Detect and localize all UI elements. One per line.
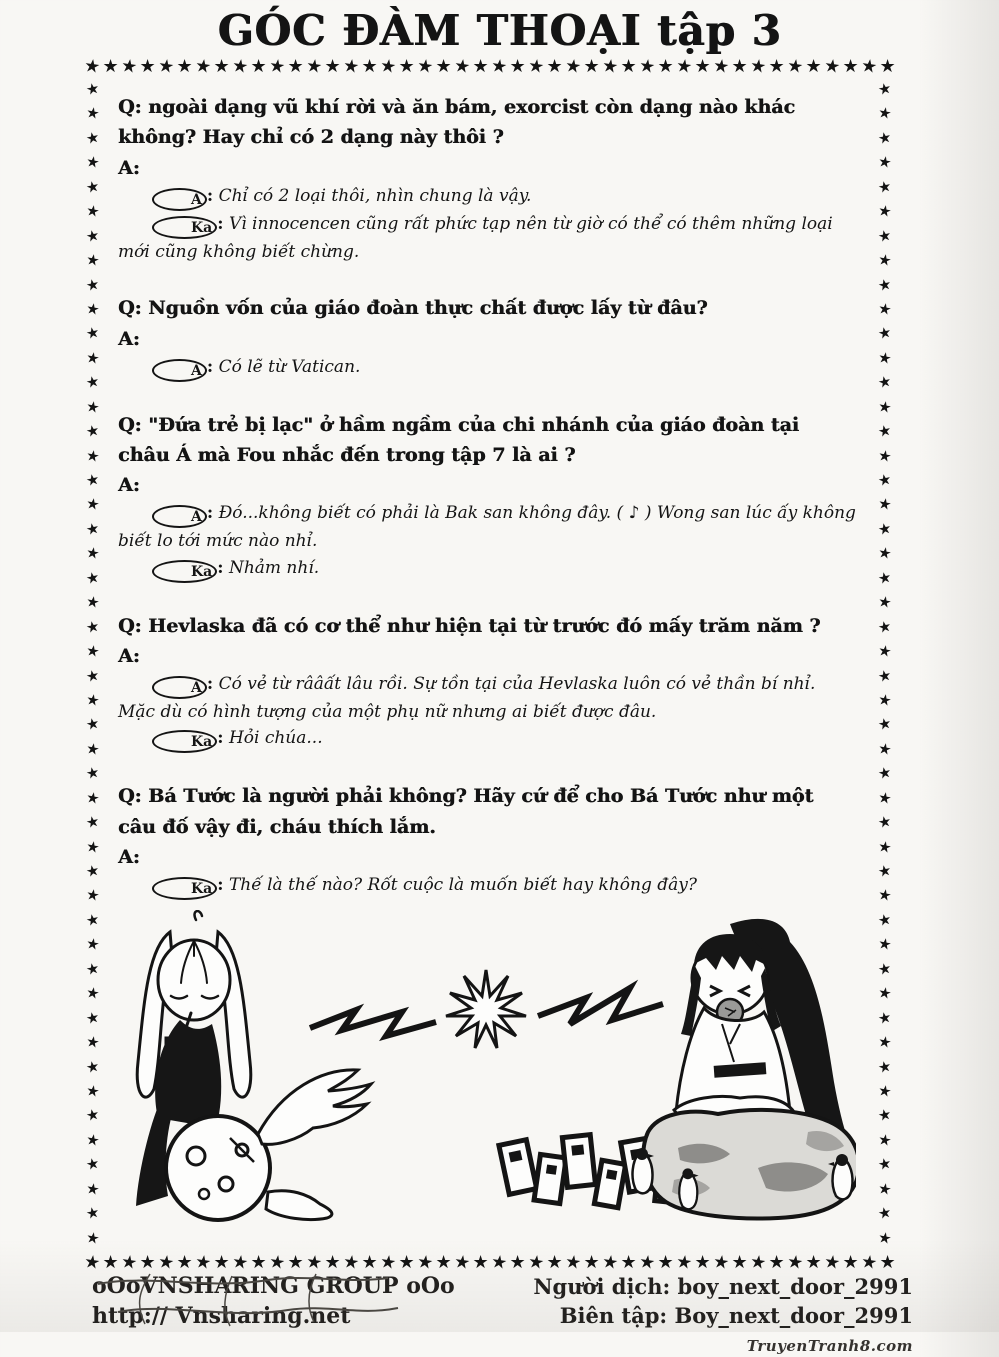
answer-text: Thế là thế nào? Rốt cuộc là muốn biết hay không đây? bbox=[228, 875, 697, 896]
answer-text: Vì innocencen cũng rất phức tạp nên từ giờ có thể có thêm những loại mới cũng không biết chừng. bbox=[118, 213, 833, 262]
star-border-bottom: ★ ★ ★ ★ ★ ★ ★ ★ ★ ★ ★ ★ ★ ★ ★ ★ ★ ★ ★ ★ ★ ★ ★ ★ ★ ★ ★ ★ ★ ★ ★ ★ ★ ★ ★ ★ ★ ★ ★ ★ ★ ★ ★ ★ bbox=[82, 1250, 896, 1275]
answer-label: A: bbox=[118, 327, 140, 350]
qa-content bbox=[118, 92, 856, 1240]
answer-label: A: bbox=[118, 156, 140, 179]
answer-label: A: bbox=[118, 846, 140, 869]
speaker-badge: Ka bbox=[152, 216, 217, 239]
qa-block-1 bbox=[118, 92, 856, 265]
question-text: Q: Hevlaska đã có cơ thể như hiện tại từ trước đó mấy trăm năm ? bbox=[118, 614, 821, 637]
answer-row bbox=[118, 872, 856, 900]
speaker-badge: Ka bbox=[152, 877, 217, 900]
answer-label: A: bbox=[118, 474, 140, 497]
lightning-bolt-right bbox=[538, 988, 663, 1024]
qa-block-2 bbox=[118, 293, 856, 381]
star-border-left: ★ ★ ★ ★ ★ ★ ★ ★ ★ ★ ★ ★ ★ ★ ★ ★ ★ ★ ★ ★ ★ ★ ★ ★ ★ ★ ★ ★ ★ ★ ★ ★ ★ ★ ★ ★ ★ ★ ★ ★ ★ ★ ★ ★ ★ ★ ★ ★ bbox=[84, 78, 102, 1248]
answer-text: Nhảm nhí. bbox=[228, 557, 320, 578]
lightning-bolt-left bbox=[310, 1010, 436, 1036]
footer-watermark: TruyenTranh8.com bbox=[746, 1336, 913, 1355]
answer-row bbox=[118, 211, 856, 265]
colon: : bbox=[217, 875, 224, 896]
answer-label: A: bbox=[118, 645, 140, 668]
chibi-illustration bbox=[118, 910, 856, 1240]
speaker-badge: A bbox=[152, 359, 207, 382]
answer-text: Có lẽ từ Vatican. bbox=[218, 356, 361, 377]
lightning-starburst bbox=[310, 970, 663, 1048]
footer-credits-right bbox=[533, 1272, 913, 1357]
colon: : bbox=[206, 503, 214, 524]
qa-block-4 bbox=[118, 611, 856, 754]
colon: : bbox=[217, 557, 224, 578]
footer-group-name: oOoVNSHARING GROUP oOo bbox=[92, 1273, 455, 1299]
colon: : bbox=[206, 185, 214, 206]
star-border-top: ★ ★ ★ ★ ★ ★ ★ ★ ★ ★ ★ ★ ★ ★ ★ ★ ★ ★ ★ ★ ★ ★ ★ ★ ★ ★ ★ ★ ★ ★ ★ ★ ★ ★ ★ ★ ★ ★ ★ ★ ★ ★ ★ ★ bbox=[82, 54, 896, 79]
answer-text: Đó...không biết có phải là Bak san không đây. ( ♪ ) Wong san lúc ấy không biết lo tới mức nào nhỉ. bbox=[118, 503, 856, 552]
speaker-badge: Ka bbox=[152, 730, 217, 753]
star-border-right: ★ ★ ★ ★ ★ ★ ★ ★ ★ ★ ★ ★ ★ ★ ★ ★ ★ ★ ★ ★ ★ ★ ★ ★ ★ ★ ★ ★ ★ ★ ★ ★ ★ ★ ★ ★ ★ ★ ★ ★ ★ ★ ★ ★ ★ ★ ★ ★ bbox=[876, 78, 894, 1248]
colon: : bbox=[206, 356, 214, 377]
footer-credits-left bbox=[92, 1272, 455, 1331]
qa-block-3 bbox=[118, 410, 856, 583]
left-character bbox=[137, 911, 251, 1128]
answer-text: Hỏi chúa... bbox=[228, 728, 323, 749]
colon: : bbox=[206, 674, 214, 695]
speaker-badge: A bbox=[152, 505, 207, 528]
answer-row bbox=[118, 555, 856, 583]
speaker-badge: A bbox=[152, 188, 207, 211]
qa-block-5 bbox=[118, 781, 856, 900]
footer-editor: Biên tập: Boy_next_door_2991 bbox=[559, 1303, 913, 1329]
answer-row bbox=[118, 500, 856, 554]
speaker-badge: Ka bbox=[152, 560, 217, 583]
page-title: GÓC ĐÀM THOẠI tập 3 bbox=[217, 6, 782, 55]
footer bbox=[92, 1272, 913, 1357]
cushion bbox=[643, 1110, 856, 1219]
footer-url: http:// Vnsharing.net bbox=[92, 1302, 351, 1329]
question-text: Q: Nguồn vốn của giáo đoàn thực chất được lấy từ đâu? bbox=[118, 297, 708, 320]
question-text: Q: ngoài dạng vũ khí rời và ăn bám, exorcist còn dạng nào khác không? Hay chỉ có 2 dạng này thôi ? bbox=[118, 96, 796, 149]
colon: : bbox=[217, 728, 224, 749]
colon: : bbox=[217, 213, 224, 234]
answer-row bbox=[118, 725, 856, 753]
answer-text: Chỉ có 2 loại thôi, nhìn chung là vậy. bbox=[218, 185, 532, 206]
starburst bbox=[446, 970, 526, 1048]
answer-row bbox=[118, 354, 856, 382]
speaker-badge: A bbox=[152, 676, 207, 699]
footer-translator: Người dịch: boy_next_door_2991 bbox=[533, 1274, 913, 1299]
answer-row bbox=[118, 183, 856, 211]
answer-row bbox=[118, 671, 856, 725]
question-text: Q: "Đứa trẻ bị lạc" ở hầm ngầm của chi nhánh của giáo đoàn tại châu Á mà Fou nhắc đến trong tập 7 là ai ? bbox=[118, 413, 800, 466]
answer-text: Có vẻ từ rââất lâu rồi. Sự tồn tại của Hevlaska luôn có vẻ thần bí nhỉ. Mặc dù có hình tượng của một phụ nữ nhưng ai biết được đâu. bbox=[118, 674, 816, 723]
question-text: Q: Bá Tước là người phải không? Hãy cứ để cho Bá Tước như một câu đố vậy đi, cháu thích lắm. bbox=[118, 785, 814, 838]
